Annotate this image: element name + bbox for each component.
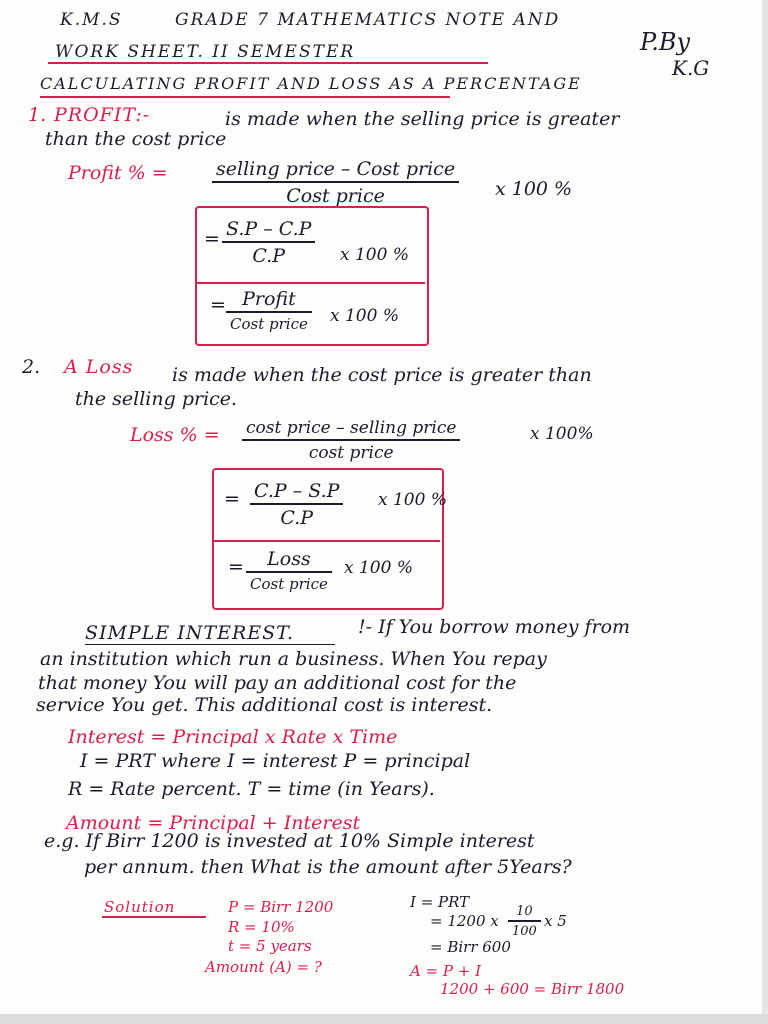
solution-rate: R = 10% [228, 918, 295, 936]
profit-definition-2: than the cost price [45, 128, 227, 150]
interest-title: SIMPLE INTEREST. [85, 622, 295, 644]
solution-principal: P = Birr 1200 [228, 898, 334, 916]
profit-term: PROFIT:- [54, 104, 151, 126]
profit-formula-1-numerator: selling price – Cost price [216, 158, 456, 180]
loss-formula-1-multiplier: x 100% [530, 424, 594, 444]
profit-label: Profit % = [68, 162, 168, 184]
header-line-1: GRADE 7 MATHEMATICS NOTE AND [175, 10, 561, 30]
profit-definition-1: is made when the selling price is greater [225, 108, 620, 130]
profit-formula-2 [222, 218, 315, 267]
solution-interest-formula: I = PRT [410, 893, 470, 911]
interest-definition-1: !- If You borrow money from [358, 616, 631, 638]
author-line-1: P.By [640, 28, 691, 56]
fraction-bar [226, 311, 312, 313]
solution-interest-step-suffix: x 5 [544, 912, 567, 930]
fraction-bar [222, 241, 315, 243]
loss-formula-1 [242, 418, 460, 463]
solution-rate-fraction [508, 904, 541, 939]
loss-number: 2. [22, 356, 41, 378]
interest-formula: Interest = Principal x Rate x Time [68, 726, 398, 748]
loss-formula-3-numerator: Loss [267, 548, 311, 570]
topic-title: CALCULATING PROFIT AND LOSS AS A PERCENTAGE [40, 74, 582, 93]
solution-rate-fraction-denominator: 100 [512, 924, 537, 939]
profit-formula-2-equals: = [204, 228, 220, 250]
fraction-bar [508, 920, 541, 922]
loss-formula-3 [246, 548, 332, 593]
example-line-1: e.g. If Birr 1200 is invested at 10% Simple interest [44, 830, 535, 852]
loss-formula-2-equals: = [224, 488, 240, 510]
loss-formula-3-denominator: Cost price [250, 575, 328, 593]
fraction-bar [212, 181, 459, 183]
profit-formula-1-multiplier: x 100 % [495, 178, 573, 200]
loss-definition-1: is made when the cost price is greater than [172, 364, 592, 386]
loss-formula-2 [250, 480, 343, 529]
fraction-bar [246, 571, 332, 573]
page-edge-bottom [0, 1014, 768, 1024]
profit-formula-3-equals: = [210, 294, 226, 316]
profit-formula-1 [212, 158, 459, 207]
profit-formula-2-denominator: C.P [252, 245, 286, 267]
solution-underline [102, 916, 206, 918]
profit-formula-3-numerator: Profit [242, 288, 296, 310]
interest-title-underline [85, 644, 335, 645]
loss-term: A Loss [64, 356, 134, 378]
solution-amount-result: 1200 + 600 = Birr 1800 [440, 980, 625, 998]
header-underline [48, 62, 488, 64]
solution-label: Solution [104, 898, 176, 916]
school-name: K.M.S [60, 10, 123, 30]
solution-interest-result: = Birr 600 [430, 938, 511, 956]
interest-definition-2: an institution which run a business. When You repay [40, 648, 547, 670]
header-line-2: WORK SHEET. II SEMESTER [55, 42, 356, 62]
loss-definition-2: the selling price. [75, 388, 238, 410]
loss-formula-2-denominator: C.P [280, 507, 314, 529]
profit-formula-2-multiplier: x 100 % [340, 245, 409, 265]
loss-box-divider [214, 540, 440, 542]
loss-label: Loss % = [130, 424, 220, 446]
profit-formula-3 [226, 288, 312, 333]
solution-amount-formula: A = P + I [410, 962, 482, 980]
profit-formula-3-multiplier: x 100 % [330, 306, 399, 326]
amount-formula: Amount = Principal + Interest [66, 812, 361, 834]
profit-formula-1-denominator: Cost price [286, 185, 385, 207]
topic-underline [40, 96, 450, 98]
profit-formula-3-denominator: Cost price [230, 315, 308, 333]
loss-formula-3-equals: = [228, 556, 244, 578]
profit-formula-2-numerator: S.P – C.P [226, 218, 312, 240]
loss-formula-2-multiplier: x 100 % [378, 490, 447, 510]
profit-box-divider [197, 282, 425, 284]
solution-time: t = 5 years [228, 937, 312, 955]
author-line-2: K.G [672, 56, 710, 80]
solution-amount-question: Amount (A) = ? [205, 958, 322, 976]
interest-rate-time: R = Rate percent. T = time (in Years). [68, 778, 435, 800]
loss-formula-1-denominator: cost price [308, 443, 394, 463]
example-line-2: per annum. then What is the amount after 5Years? [84, 856, 572, 878]
solution-rate-fraction-numerator: 10 [516, 904, 533, 919]
fraction-bar [242, 439, 460, 441]
loss-formula-2-numerator: C.P – S.P [254, 480, 340, 502]
interest-definition-4: service You get. This additional cost is interest. [36, 694, 493, 716]
interest-definition-3: that money You will pay an additional cost for the [38, 672, 517, 694]
profit-number: 1. [28, 104, 47, 126]
page-edge-right [762, 0, 768, 1024]
fraction-bar [250, 503, 343, 505]
loss-formula-3-multiplier: x 100 % [344, 558, 413, 578]
loss-formula-1-numerator: cost price – selling price [246, 418, 457, 438]
interest-prt: I = PRT where I = interest P = principal [80, 750, 471, 772]
solution-interest-step-prefix: = 1200 x [430, 912, 499, 930]
